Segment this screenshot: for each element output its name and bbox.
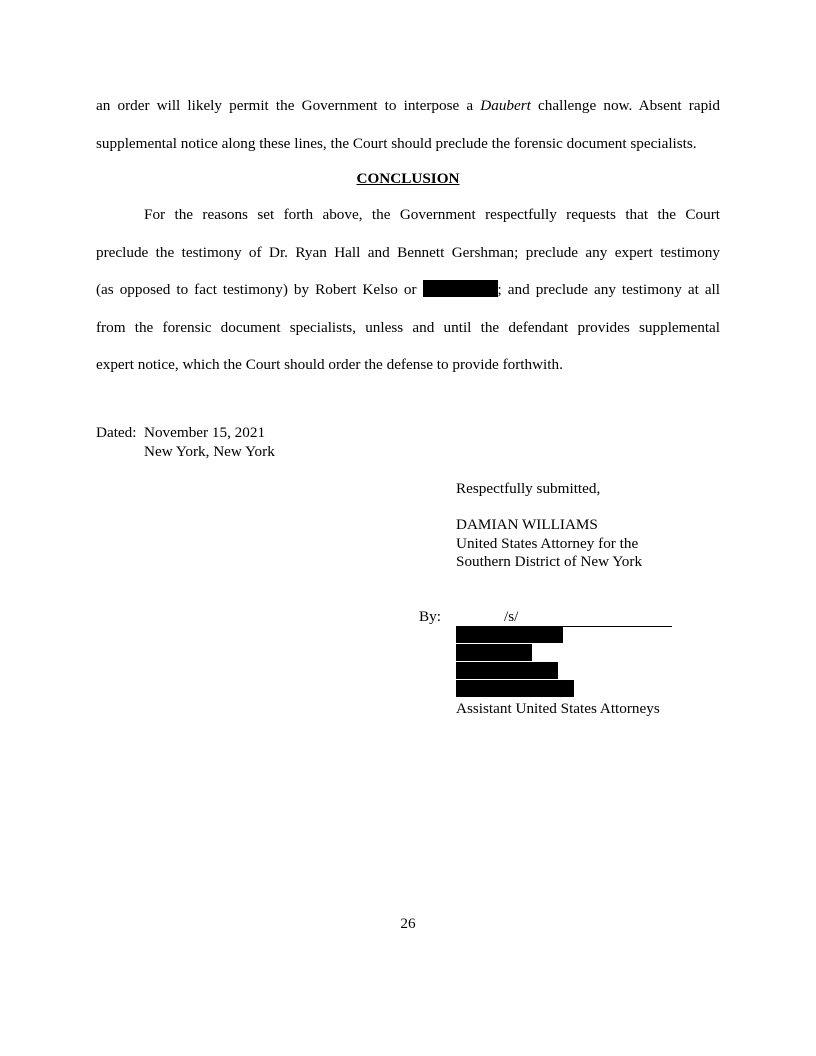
paragraph-line: expert notice, which the Court should order the defense to provide forthwith.: [96, 356, 563, 373]
case-name-italic: Daubert: [480, 97, 531, 114]
paragraph-conclusion: [96, 196, 720, 384]
attorney-district: Southern District of New York: [456, 553, 643, 570]
paragraph-line: supplemental notice along these lines, the Court should preclude the forensic document specialists.: [96, 134, 697, 152]
signature-mark: /s/: [504, 608, 519, 625]
attorney-role: Assistant United States Attorneys: [456, 700, 660, 717]
closing-text: Respectfully submitted,: [456, 480, 601, 497]
paragraph-continuation: [96, 87, 720, 162]
redaction-box: [456, 662, 558, 679]
signature-line: [456, 607, 672, 627]
paragraph-line: from the forensic document specialists, unless and until the defendant provides supplemental: [96, 318, 720, 336]
paragraph-line: preclude the testimony of Dr. Ryan Hall and Bennett Gershman; preclude any expert testimony: [96, 243, 720, 261]
paragraph-line: an order will likely permit the Government to interpose a Daubert challenge now. Absent rapid: [96, 97, 720, 114]
page-number: 26: [400, 915, 416, 932]
dated-place: New York, New York: [144, 443, 275, 460]
paragraph-line: For the reasons set forth above, the Government respectfully requests that the Court: [144, 206, 720, 223]
paragraph-line: (as opposed to fact testimony) by Robert Kelso or ; and preclude any testimony at all: [96, 281, 720, 298]
redaction-box: [456, 680, 574, 697]
dated-label: Dated:: [96, 424, 137, 441]
attorney-name: DAMIAN WILLIAMS: [456, 516, 598, 533]
redaction-box: [423, 280, 498, 297]
redaction-box: [456, 644, 532, 661]
redaction-box: [456, 626, 563, 643]
attorney-title: United States Attorney for the: [456, 535, 639, 552]
section-heading: CONCLUSION: [356, 170, 460, 187]
by-label: By:: [419, 608, 441, 625]
dated-date: November 15, 2021: [144, 424, 266, 441]
